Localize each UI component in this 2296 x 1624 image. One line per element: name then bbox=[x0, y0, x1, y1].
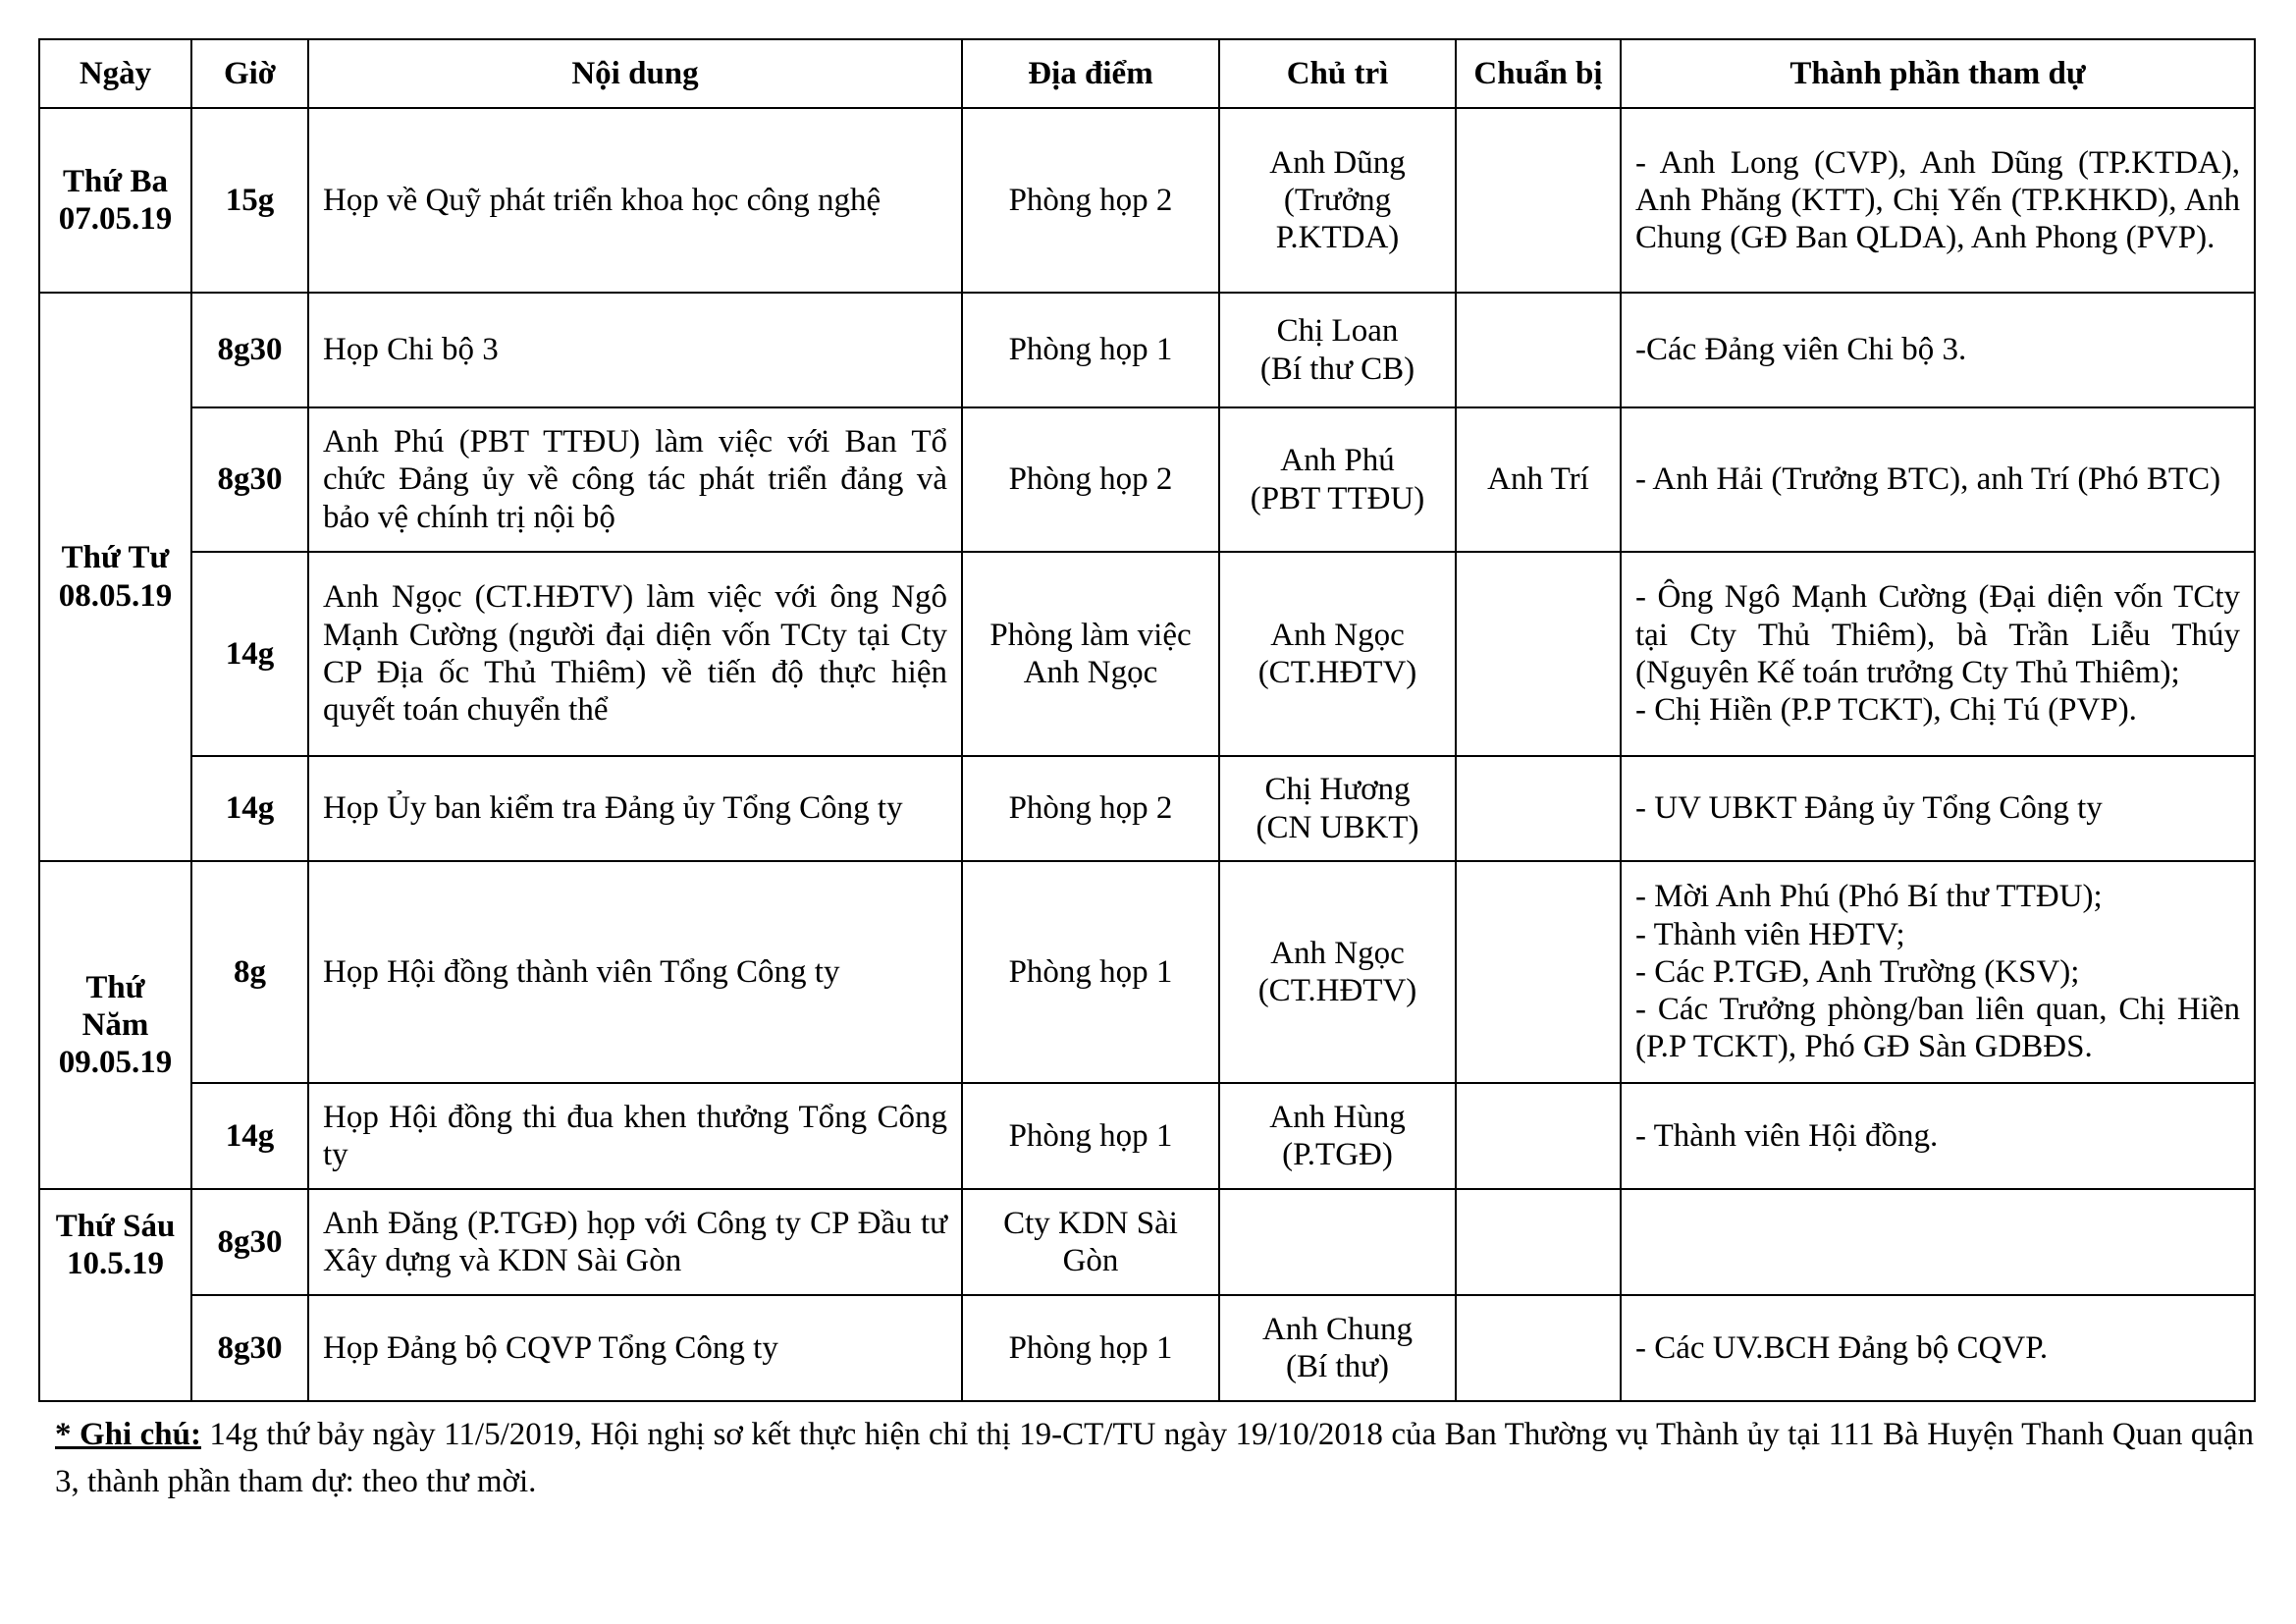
content-cell: Họp Hội đồng thi đua khen thưởng Tổng Công ty bbox=[308, 1083, 962, 1189]
location-cell: Phòng họp 1 bbox=[962, 861, 1219, 1083]
table-row bbox=[39, 1295, 2255, 1401]
location-cell: Phòng họp 2 bbox=[962, 108, 1219, 293]
day-cell: Thứ Sáu 10.5.19 bbox=[39, 1189, 191, 1401]
location-cell: Phòng họp 1 bbox=[962, 1083, 1219, 1189]
content-cell: Anh Ngọc (CT.HĐTV) làm việc với ông Ngô Mạnh Cường (người đại diện vốn TCty tại Cty CP Địa ốc Thủ Thiêm) về tiến độ thực hiện quyết toán chuyển thể bbox=[308, 552, 962, 756]
host-cell bbox=[1219, 1189, 1456, 1295]
content-cell: Họp Ủy ban kiểm tra Đảng ủy Tổng Công ty bbox=[308, 756, 962, 861]
table-row bbox=[39, 108, 2255, 293]
location-cell: Phòng họp 2 bbox=[962, 407, 1219, 552]
location-cell: Phòng họp 1 bbox=[962, 1295, 1219, 1401]
prepare-cell bbox=[1456, 108, 1621, 293]
location-cell: Phòng họp 1 bbox=[962, 293, 1219, 407]
header-prepare: Chuẩn bị bbox=[1456, 39, 1621, 108]
location-cell: Cty KDN Sài Gòn bbox=[962, 1189, 1219, 1295]
prepare-cell bbox=[1456, 293, 1621, 407]
attendees-cell: - Anh Hải (Trưởng BTC), anh Trí (Phó BTC) bbox=[1621, 407, 2255, 552]
table-row bbox=[39, 552, 2255, 756]
time-cell: 8g bbox=[191, 861, 308, 1083]
host-cell: Anh Phú (PBT TTĐU) bbox=[1219, 407, 1456, 552]
table-row bbox=[39, 756, 2255, 861]
prepare-cell bbox=[1456, 756, 1621, 861]
prepare-cell bbox=[1456, 1083, 1621, 1189]
day-cell: Thứ Năm 09.05.19 bbox=[39, 861, 191, 1189]
content-cell: Họp Chi bộ 3 bbox=[308, 293, 962, 407]
attendees-cell: - Anh Long (CVP), Anh Dũng (TP.KTDA), Anh Phăng (KTT), Chị Yến (TP.KHKD), Anh Chung (GĐ Ban QLDA), Anh Phong (PVP). bbox=[1621, 108, 2255, 293]
header-row bbox=[39, 39, 2255, 108]
prepare-cell bbox=[1456, 552, 1621, 756]
content-cell: Họp Đảng bộ CQVP Tổng Công ty bbox=[308, 1295, 962, 1401]
time-cell: 14g bbox=[191, 1083, 308, 1189]
time-cell: 8g30 bbox=[191, 1189, 308, 1295]
header-time: Giờ bbox=[191, 39, 308, 108]
table-row bbox=[39, 293, 2255, 407]
content-cell: Họp Hội đồng thành viên Tổng Công ty bbox=[308, 861, 962, 1083]
time-cell: 14g bbox=[191, 756, 308, 861]
table-row bbox=[39, 407, 2255, 552]
host-cell: Anh Ngọc (CT.HĐTV) bbox=[1219, 552, 1456, 756]
location-cell: Phòng làm việc Anh Ngọc bbox=[962, 552, 1219, 756]
host-cell: Chị Loan (Bí thư CB) bbox=[1219, 293, 1456, 407]
day-cell: Thứ Ba 07.05.19 bbox=[39, 108, 191, 293]
table-row bbox=[39, 1189, 2255, 1295]
host-cell: Anh Chung (Bí thư) bbox=[1219, 1295, 1456, 1401]
host-cell: Anh Hùng (P.TGĐ) bbox=[1219, 1083, 1456, 1189]
header-host: Chủ trì bbox=[1219, 39, 1456, 108]
attendees-cell: - Mời Anh Phú (Phó Bí thư TTĐU); - Thành viên HĐTV; - Các P.TGĐ, Anh Trường (KSV); - Các Trưởng phòng/ban liên quan, Chị Hiền (P.P TCKT), Phó GĐ Sàn GDBĐS. bbox=[1621, 861, 2255, 1083]
content-cell: Họp về Quỹ phát triển khoa học công nghệ bbox=[308, 108, 962, 293]
content-cell: Anh Đăng (P.TGĐ) họp với Công ty CP Đầu tư Xây dựng và KDN Sài Gòn bbox=[308, 1189, 962, 1295]
location-cell: Phòng họp 2 bbox=[962, 756, 1219, 861]
host-cell: Anh Ngọc (CT.HĐTV) bbox=[1219, 861, 1456, 1083]
header-attendees: Thành phần tham dự bbox=[1621, 39, 2255, 108]
schedule bbox=[38, 38, 2254, 1402]
attendees-cell: - Thành viên Hội đồng. bbox=[1621, 1083, 2255, 1189]
time-cell: 8g30 bbox=[191, 1295, 308, 1401]
host-cell: Anh Dũng (Trưởng P.KTDA) bbox=[1219, 108, 1456, 293]
prepare-cell bbox=[1456, 1295, 1621, 1401]
time-cell: 8g30 bbox=[191, 293, 308, 407]
time-cell: 15g bbox=[191, 108, 308, 293]
footnote-text: 14g thứ bảy ngày 11/5/2019, Hội nghị sơ kết thực hiện chỉ thị 19-CT/TU ngày 19/10/2018 của Ban Thường vụ Thành ủy tại 111 Bà Huyện Thanh Quan quận 3, thành phần tham dự: theo thư mời. bbox=[55, 1417, 2254, 1499]
table-row bbox=[39, 861, 2255, 1083]
schedule-table bbox=[38, 38, 2256, 1402]
attendees-cell: - Ông Ngô Mạnh Cường (Đại diện vốn TCty tại Cty Thủ Thiêm), bà Trần Liễu Thúy (Nguyên Kế toán trưởng Cty Thủ Thiêm); - Chị Hiền (P.P TCKT), Chị Tú (PVP). bbox=[1621, 552, 2255, 756]
header-location: Địa điểm bbox=[962, 39, 1219, 108]
content-cell: Anh Phú (PBT TTĐU) làm việc với Ban Tổ chức Đảng ủy về công tác phát triển đảng và bảo vệ chính trị nội bộ bbox=[308, 407, 962, 552]
header-day: Ngày bbox=[39, 39, 191, 108]
table-row bbox=[39, 1083, 2255, 1189]
day-cell: Thứ Tư 08.05.19 bbox=[39, 293, 191, 861]
prepare-cell bbox=[1456, 1189, 1621, 1295]
header-content: Nội dung bbox=[308, 39, 962, 108]
attendees-cell: -Các Đảng viên Chi bộ 3. bbox=[1621, 293, 2255, 407]
footnote bbox=[55, 1412, 2254, 1506]
host-cell: Chị Hương (CN UBKT) bbox=[1219, 756, 1456, 861]
attendees-cell: - Các UV.BCH Đảng bộ CQVP. bbox=[1621, 1295, 2255, 1401]
prepare-cell: Anh Trí bbox=[1456, 407, 1621, 552]
prepare-cell bbox=[1456, 861, 1621, 1083]
footnote-label: * Ghi chú: bbox=[55, 1417, 201, 1452]
time-cell: 8g30 bbox=[191, 407, 308, 552]
attendees-cell: - UV UBKT Đảng ủy Tổng Công ty bbox=[1621, 756, 2255, 861]
time-cell: 14g bbox=[191, 552, 308, 756]
attendees-cell bbox=[1621, 1189, 2255, 1295]
